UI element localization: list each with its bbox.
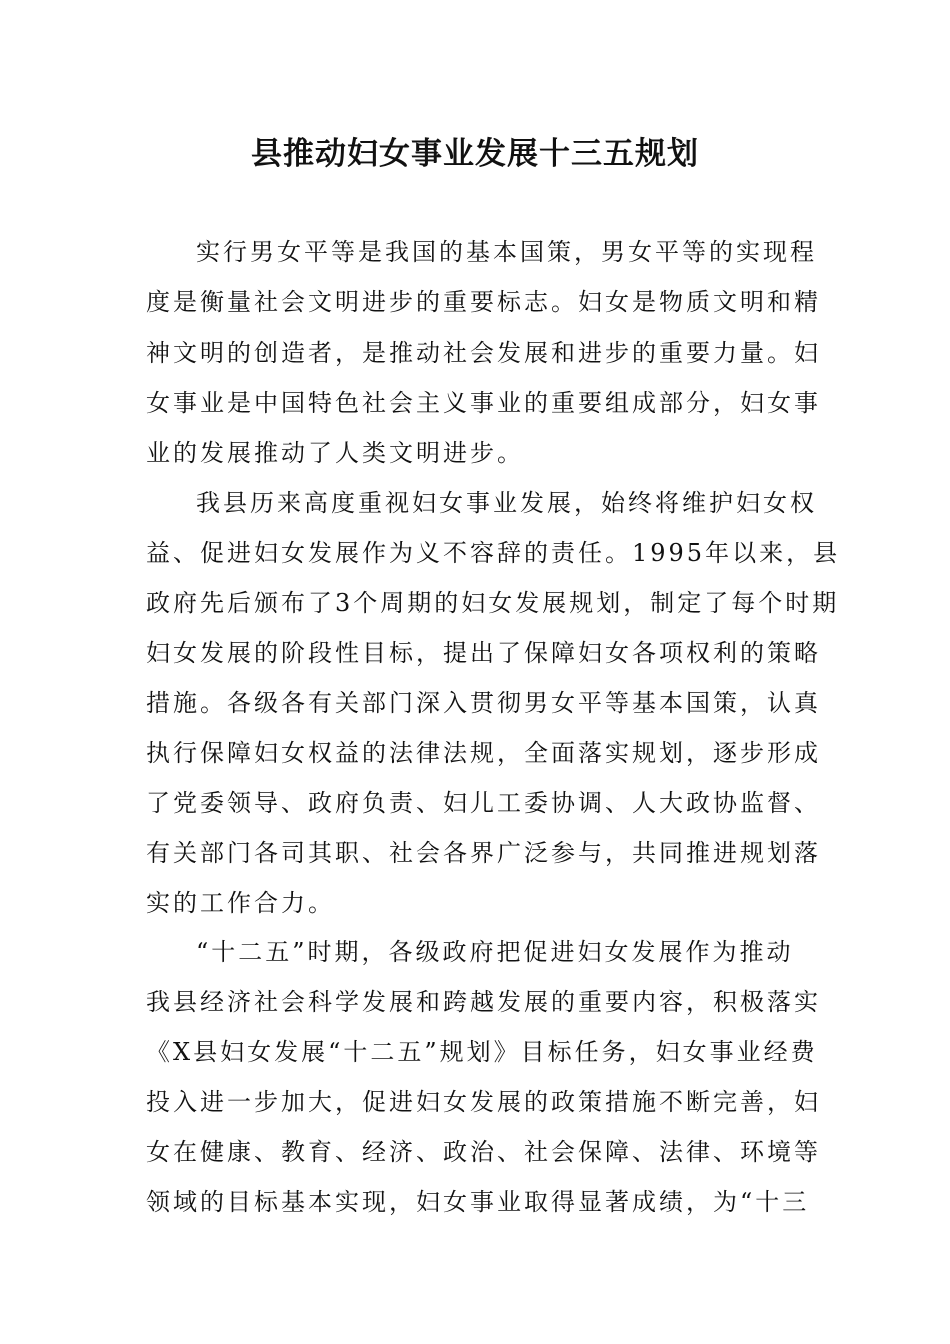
paragraph-line: 神文明的创造者，是推动社会发展和进步的重要力量。妇 [146,339,821,367]
paragraph-line: 政府先后颁布了3个周期的妇女发展规划，制定了每个时期 [146,589,840,617]
paragraph-line: 度是衡量社会文明进步的重要标志。妇女是物质文明和精 [146,288,821,316]
paragraph-line: 《X县妇女发展“十二五”规划》目标任务，妇女事业经费 [146,1038,818,1066]
paragraph-line: 了党委领导、政府负责、妇儿工委协调、人大政协监督、 [146,789,821,817]
paragraph-line: 有关部门各司其职、社会各界广泛参与，共同推进规划落 [146,839,821,867]
paragraph-line: 妇女发展的阶段性目标，提出了保障妇女各项权利的策略 [146,639,821,667]
paragraph-line: 业的发展推动了人类文明进步。 [146,439,524,467]
paragraph-line: 我县经济社会科学发展和跨越发展的重要内容，积极落实 [146,988,821,1016]
paragraph-line: 措施。各级各有关部门深入贯彻男女平等基本国策，认真 [146,689,821,717]
paragraph-line: 我县历来高度重视妇女事业发展，始终将维护妇女权 [196,489,817,517]
paragraph-line: 益、促进妇女发展作为义不容辞的责任。1995年以来，县 [146,539,841,567]
paragraph-line: 女在健康、教育、经济、政治、社会保障、法律、环境等 [146,1138,821,1166]
paragraph-line: 投入进一步加大，促进妇女发展的政策措施不断完善，妇 [146,1088,821,1116]
paragraph-line: 执行保障妇女权益的法律法规，全面落实规划，逐步形成 [146,739,821,767]
paragraph-line: “十二五”时期，各级政府把促进妇女发展作为推动 [196,938,794,966]
paragraph-line: 领域的目标基本实现，妇女事业取得显著成绩，为“十三 [146,1188,810,1216]
paragraph-line: 实行男女平等是我国的基本国策，男女平等的实现程 [196,238,817,266]
document-title: 县推动妇女事业发展十三五规划 [251,136,699,172]
paragraph-line: 女事业是中国特色社会主义事业的重要组成部分，妇女事 [146,389,821,417]
paragraph-line: 实的工作合力。 [146,889,335,917]
